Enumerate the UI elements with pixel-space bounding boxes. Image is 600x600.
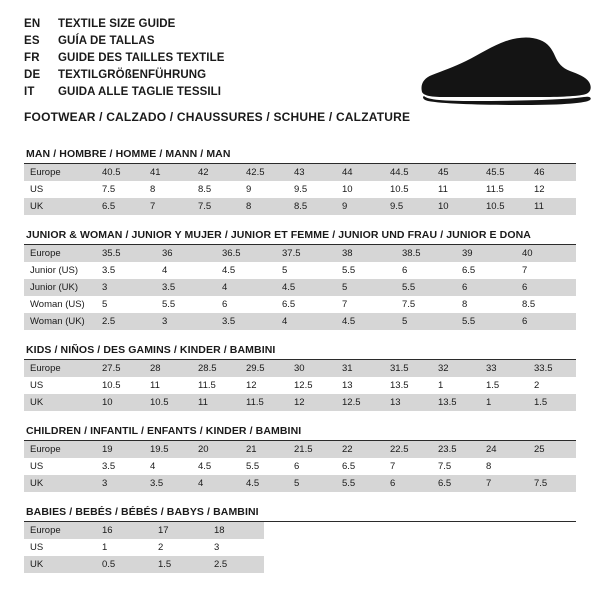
language-title: GUIDE DES TAILLES TEXTILE bbox=[58, 52, 225, 64]
cell: 12.5 bbox=[336, 394, 384, 411]
cell: 9 bbox=[336, 198, 384, 215]
cell: 11.5 bbox=[192, 377, 240, 394]
table-row bbox=[24, 522, 264, 539]
row-label: US bbox=[24, 377, 96, 394]
cell: 3.5 bbox=[96, 458, 144, 475]
cell: 11.5 bbox=[240, 394, 288, 411]
cell: 44 bbox=[336, 164, 384, 181]
cell: 4 bbox=[216, 279, 276, 296]
cell: 28.5 bbox=[192, 360, 240, 377]
cell: 12 bbox=[240, 377, 288, 394]
dress-shoe-icon bbox=[414, 34, 594, 114]
language-row bbox=[24, 33, 225, 50]
language-row bbox=[24, 84, 225, 101]
cell: 10.5 bbox=[96, 377, 144, 394]
cell: 19.5 bbox=[144, 441, 192, 458]
cell: 31.5 bbox=[384, 360, 432, 377]
row-label: Woman (US) bbox=[24, 296, 96, 313]
cell: 6 bbox=[516, 313, 576, 330]
row-label: UK bbox=[24, 198, 96, 215]
cell: 5 bbox=[396, 313, 456, 330]
cell: 18 bbox=[208, 522, 264, 539]
cell: 42 bbox=[192, 164, 240, 181]
cell: 3.5 bbox=[156, 279, 216, 296]
cell: 22 bbox=[336, 441, 384, 458]
table-row bbox=[24, 458, 576, 475]
cell: 4.5 bbox=[336, 313, 396, 330]
cell: 40.5 bbox=[96, 164, 144, 181]
cell: 6.5 bbox=[276, 296, 336, 313]
cell: 38.5 bbox=[396, 245, 456, 262]
cell: 7 bbox=[336, 296, 396, 313]
cell: 8.5 bbox=[288, 198, 336, 215]
cell: 6 bbox=[384, 475, 432, 492]
size-block-kids bbox=[24, 344, 576, 411]
cell: 9.5 bbox=[384, 198, 432, 215]
cell: 12 bbox=[288, 394, 336, 411]
cell: 36.5 bbox=[216, 245, 276, 262]
cell: 5 bbox=[336, 279, 396, 296]
row-label: US bbox=[24, 458, 96, 475]
cell: 28 bbox=[144, 360, 192, 377]
table-row bbox=[24, 556, 264, 573]
cell: 7.5 bbox=[528, 475, 576, 492]
document-header bbox=[24, 14, 576, 124]
table-row bbox=[24, 181, 576, 198]
cell: 13.5 bbox=[384, 377, 432, 394]
cell: 31 bbox=[336, 360, 384, 377]
cell: 10 bbox=[336, 181, 384, 198]
cell: 6 bbox=[516, 279, 576, 296]
cell: 16 bbox=[96, 522, 152, 539]
cell: 13 bbox=[384, 394, 432, 411]
cell: 32 bbox=[432, 360, 480, 377]
language-code: FR bbox=[24, 52, 40, 64]
block-title: BABIES / BEBÉS / BÉBÉS / BABYS / BAMBINI bbox=[24, 506, 576, 522]
cell: 4 bbox=[192, 475, 240, 492]
cell: 5.5 bbox=[336, 262, 396, 279]
row-label: UK bbox=[24, 556, 96, 573]
cell: 0.5 bbox=[96, 556, 152, 573]
cell: 3 bbox=[96, 279, 156, 296]
table-row bbox=[24, 245, 576, 262]
size-block-junior-woman bbox=[24, 229, 576, 330]
cell: 6.5 bbox=[432, 475, 480, 492]
cell: 29.5 bbox=[240, 360, 288, 377]
language-code: IT bbox=[24, 86, 35, 98]
cell: 38 bbox=[336, 245, 396, 262]
cell: 6.5 bbox=[336, 458, 384, 475]
row-label: UK bbox=[24, 475, 96, 492]
cell: 3 bbox=[156, 313, 216, 330]
table-row bbox=[24, 313, 576, 330]
cell: 4 bbox=[156, 262, 216, 279]
row-label: US bbox=[24, 181, 96, 198]
cell: 3 bbox=[96, 475, 144, 492]
cell: 37.5 bbox=[276, 245, 336, 262]
cell: 4.5 bbox=[192, 458, 240, 475]
cell: 5 bbox=[276, 262, 336, 279]
language-code: DE bbox=[24, 69, 41, 81]
cell: 12.5 bbox=[288, 377, 336, 394]
cell: 8 bbox=[144, 181, 192, 198]
size-block-children bbox=[24, 425, 576, 492]
cell: 8.5 bbox=[192, 181, 240, 198]
row-label: Europe bbox=[24, 164, 96, 181]
cell: 5.5 bbox=[336, 475, 384, 492]
cell: 1.5 bbox=[528, 394, 576, 411]
cell: 2 bbox=[152, 539, 208, 556]
cell: 6 bbox=[396, 262, 456, 279]
cell: 33 bbox=[480, 360, 528, 377]
cell: 36 bbox=[156, 245, 216, 262]
row-label: Junior (UK) bbox=[24, 279, 96, 296]
cell: 42.5 bbox=[240, 164, 288, 181]
cell: 33.5 bbox=[528, 360, 576, 377]
cell: 10.5 bbox=[384, 181, 432, 198]
block-title: JUNIOR & WOMAN / JUNIOR Y MUJER / JUNIOR ET FEMME / JUNIOR UND FRAU / JUNIOR E DONA bbox=[24, 229, 576, 245]
cell: 10.5 bbox=[144, 394, 192, 411]
cell: 3 bbox=[208, 539, 264, 556]
cell: 13 bbox=[336, 377, 384, 394]
size-tables bbox=[24, 148, 576, 573]
cell: 23.5 bbox=[432, 441, 480, 458]
cell: 44.5 bbox=[384, 164, 432, 181]
row-label: Europe bbox=[24, 441, 96, 458]
cell: 2 bbox=[528, 377, 576, 394]
row-label: Europe bbox=[24, 360, 96, 377]
table-row bbox=[24, 377, 576, 394]
cell: 6 bbox=[456, 279, 516, 296]
cell: 7 bbox=[144, 198, 192, 215]
cell: 8.5 bbox=[516, 296, 576, 313]
size-table bbox=[24, 360, 576, 411]
cell: 10 bbox=[432, 198, 480, 215]
cell: 2.5 bbox=[96, 313, 156, 330]
cell: 22.5 bbox=[384, 441, 432, 458]
cell: 10 bbox=[96, 394, 144, 411]
cell: 2.5 bbox=[208, 556, 264, 573]
cell: 1 bbox=[432, 377, 480, 394]
size-block-babies bbox=[24, 506, 576, 573]
cell: 21.5 bbox=[288, 441, 336, 458]
cell: 11 bbox=[144, 377, 192, 394]
cell: 9 bbox=[240, 181, 288, 198]
table-row bbox=[24, 441, 576, 458]
table-row bbox=[24, 262, 576, 279]
table-row bbox=[24, 539, 264, 556]
size-table bbox=[24, 522, 264, 573]
cell: 1 bbox=[480, 394, 528, 411]
language-title-list bbox=[24, 16, 225, 101]
cell: 4.5 bbox=[276, 279, 336, 296]
row-label: Woman (UK) bbox=[24, 313, 96, 330]
cell: 39 bbox=[456, 245, 516, 262]
cell: 9.5 bbox=[288, 181, 336, 198]
cell: 11.5 bbox=[480, 181, 528, 198]
row-label: US bbox=[24, 539, 96, 556]
table-row bbox=[24, 296, 576, 313]
language-row bbox=[24, 67, 225, 84]
cell: 4 bbox=[276, 313, 336, 330]
cell: 11 bbox=[432, 181, 480, 198]
cell: 7.5 bbox=[96, 181, 144, 198]
size-table bbox=[24, 245, 576, 330]
cell: 43 bbox=[288, 164, 336, 181]
cell: 1.5 bbox=[152, 556, 208, 573]
cell: 30 bbox=[288, 360, 336, 377]
cell: 24 bbox=[480, 441, 528, 458]
cell: 8 bbox=[456, 296, 516, 313]
table-row bbox=[24, 198, 576, 215]
block-title: MAN / HOMBRE / HOMME / MANN / MAN bbox=[24, 148, 576, 164]
cell: 19 bbox=[96, 441, 144, 458]
language-row bbox=[24, 16, 225, 33]
cell: 8 bbox=[480, 458, 528, 475]
cell: 7.5 bbox=[396, 296, 456, 313]
row-label: Europe bbox=[24, 522, 96, 539]
cell: 27.5 bbox=[96, 360, 144, 377]
table-row bbox=[24, 164, 576, 181]
language-row bbox=[24, 50, 225, 67]
cell: 20 bbox=[192, 441, 240, 458]
language-title: TEXTILGRÖßENFÜHRUNG bbox=[58, 69, 207, 81]
cell: 7.5 bbox=[192, 198, 240, 215]
language-code: ES bbox=[24, 35, 40, 47]
cell: 11 bbox=[528, 198, 576, 215]
cell: 25 bbox=[528, 441, 576, 458]
size-block-man bbox=[24, 148, 576, 215]
cell: 12 bbox=[528, 181, 576, 198]
cell: 6 bbox=[288, 458, 336, 475]
cell: 45 bbox=[432, 164, 480, 181]
language-title: GUIDA ALLE TAGLIE TESSILI bbox=[58, 86, 222, 98]
cell: 1 bbox=[96, 539, 152, 556]
cell: 5.5 bbox=[456, 313, 516, 330]
cell: 17 bbox=[152, 522, 208, 539]
row-label: UK bbox=[24, 394, 96, 411]
language-title: GUÍA DE TALLAS bbox=[58, 35, 155, 47]
size-table bbox=[24, 441, 576, 492]
cell: 35.5 bbox=[96, 245, 156, 262]
cell: 6.5 bbox=[96, 198, 144, 215]
cell: 40 bbox=[516, 245, 576, 262]
cell: 41 bbox=[144, 164, 192, 181]
cell: 4.5 bbox=[216, 262, 276, 279]
cell: 10.5 bbox=[480, 198, 528, 215]
table-row bbox=[24, 394, 576, 411]
cell: 6 bbox=[216, 296, 276, 313]
cell: 5.5 bbox=[240, 458, 288, 475]
block-title: CHILDREN / INFANTIL / ENFANTS / KINDER / BAMBINI bbox=[24, 425, 576, 441]
cell: 5.5 bbox=[396, 279, 456, 296]
table-row bbox=[24, 279, 576, 296]
cell: 46 bbox=[528, 164, 576, 181]
table-row bbox=[24, 360, 576, 377]
block-title: KIDS / NIÑOS / DES GAMINS / KINDER / BAMBINI bbox=[24, 344, 576, 360]
cell: 1.5 bbox=[480, 377, 528, 394]
cell: 21 bbox=[240, 441, 288, 458]
row-label: Europe bbox=[24, 245, 96, 262]
cell: 7 bbox=[384, 458, 432, 475]
cell: 5 bbox=[288, 475, 336, 492]
cell: 5.5 bbox=[156, 296, 216, 313]
cell: 8 bbox=[240, 198, 288, 215]
cell: 45.5 bbox=[480, 164, 528, 181]
cell: 5 bbox=[96, 296, 156, 313]
size-table bbox=[24, 164, 576, 215]
cell bbox=[528, 458, 576, 475]
cell: 4 bbox=[144, 458, 192, 475]
language-title: TEXTILE SIZE GUIDE bbox=[58, 18, 176, 30]
cell: 7.5 bbox=[432, 458, 480, 475]
cell: 7 bbox=[480, 475, 528, 492]
table-row bbox=[24, 475, 576, 492]
row-label: Junior (US) bbox=[24, 262, 96, 279]
cell: 6.5 bbox=[456, 262, 516, 279]
page-title: FOOTWEAR / CALZADO / CHAUSSURES / SCHUHE / CALZATURE bbox=[24, 110, 411, 124]
cell: 4.5 bbox=[240, 475, 288, 492]
language-code: EN bbox=[24, 18, 41, 30]
cell: 3.5 bbox=[144, 475, 192, 492]
cell: 7 bbox=[516, 262, 576, 279]
cell: 3.5 bbox=[216, 313, 276, 330]
cell: 3.5 bbox=[96, 262, 156, 279]
cell: 13.5 bbox=[432, 394, 480, 411]
cell: 11 bbox=[192, 394, 240, 411]
